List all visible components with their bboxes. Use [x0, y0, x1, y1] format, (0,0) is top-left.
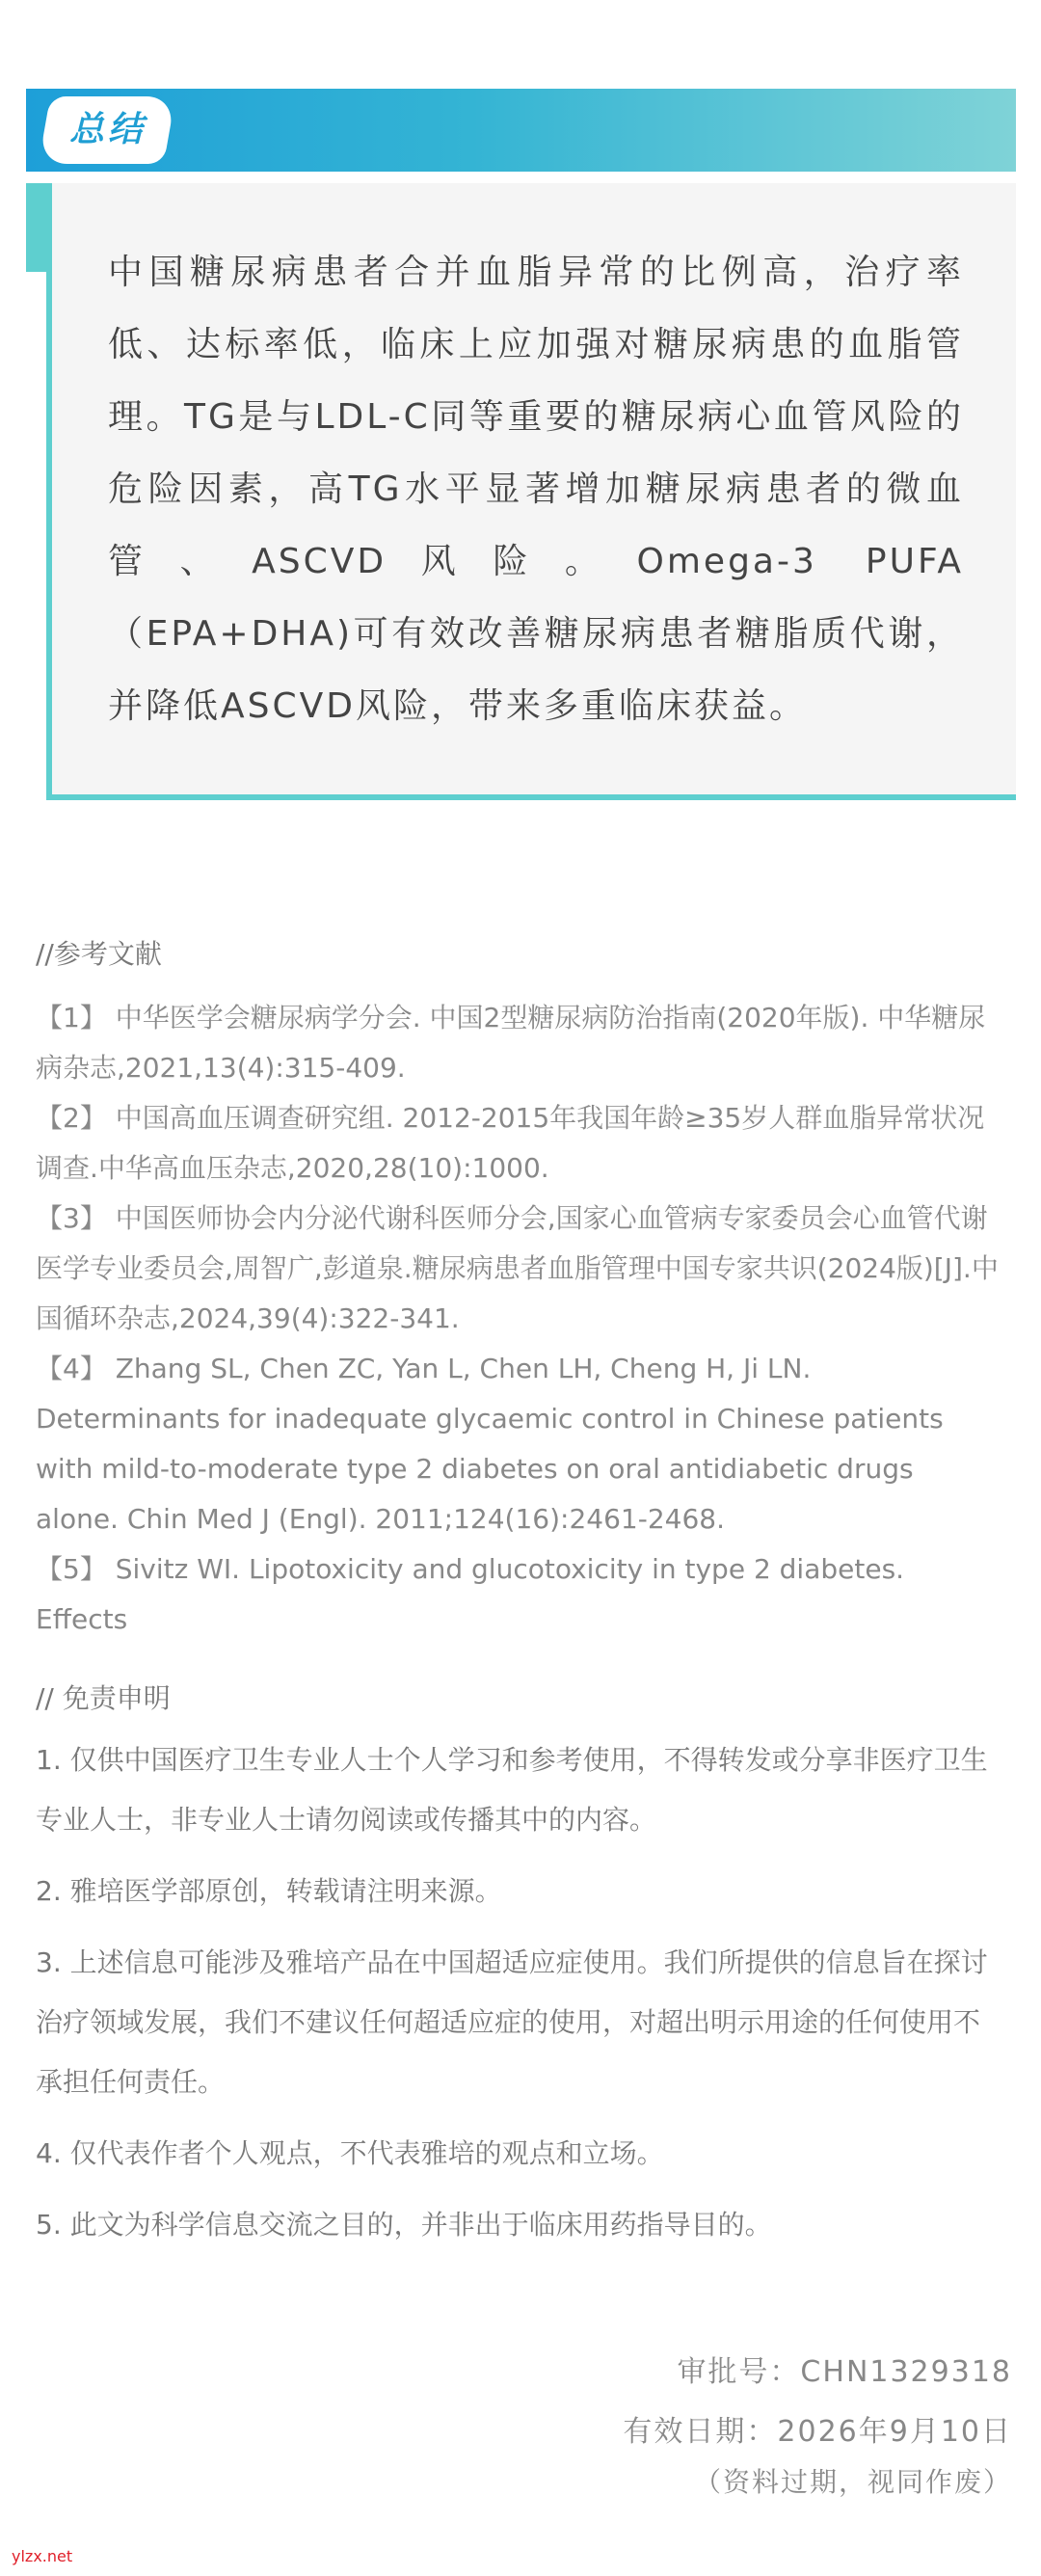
references-heading: //参考文献 [36, 938, 162, 970]
disclaimer-item: 1. 仅供中国医疗卫生专业人士个人学习和参考使用，不得转发或分享非医疗卫生专业人士，非专业人士请勿阅读或传播其中的内容。 [36, 1744, 988, 1836]
reference-item: 【2】 中国高血压调查研究组. 2012-2015年我国年龄≥35岁人群血脂异常状况调查.中华高血压杂志,2020,28(10):1000. [36, 1102, 985, 1184]
disclaimer-item: 4. 仅代表作者个人观点，不代表雅培的观点和立场。 [36, 2137, 664, 2169]
watermark: ylzx.net [12, 2547, 73, 2565]
disclaimer-item: 3. 上述信息可能涉及雅培产品在中国超适应症使用。我们所提供的信息旨在探讨治疗领域发展，我们不建议任何超适应症的使用，对超出明示用途的任何使用不承担任何责任。 [36, 1946, 988, 2098]
reference-item: 【1】 中华医学会糖尿病学分会. 中国2型糖尿病防治指南(2020年版). 中华糖尿病杂志,2021,13(4):315-409. [36, 1002, 986, 1084]
valid-date: 有效日期：2026年9月10日 [623, 2415, 1012, 2449]
summary-text: 中国糖尿病患者合并血脂异常的比例高，治疗率低、达标率低，临床上应加强对糖尿病患的血脂管理。TG是与LDL-C同等重要的糖尿病心血管风险的危险因素，高TG水平显著增加糖尿病患者的微血管、ASCVD风险。Omega-3 PUFA（EPA+DHA)可有效改善糖尿病患者糖脂质代谢，并降低ASCVD风险，带来多重临床获益。 [108, 253, 964, 726]
summary-title: 总结 [68, 110, 147, 149]
references-list [36, 993, 1000, 1645]
reference-item: 【4】 Zhang SL, Chen ZC, Yan L, Chen LH, Cheng H, Ji LN. Determinants for inadequate glycaemic control in Chinese patients with mild-to-moderate type 2 diabetes on oral antidiabetic drugs alone. Chin Med J (Engl). 2011;124(16):2461-2468. [36, 1353, 944, 1535]
summary-banner [26, 89, 1016, 172]
disclaimer-item: 2. 雅培医学部原创，转载请注明来源。 [36, 1875, 502, 1907]
reference-item: 【5】 Sivitz WI. Lipotoxicity and glucotoxicity in type 2 diabetes. Effects [36, 1553, 905, 1635]
disclaimer-list [36, 1731, 1000, 2267]
expiry-note: （资料过期，视同作废） [693, 2466, 1012, 2498]
approval-number: 审批号：CHN1329318 [677, 2355, 1012, 2389]
reference-item: 【3】 中国医师协会内分泌代谢科医师分会,国家心血管病专家委员会心血管代谢医学专业委员会,周智广,彭道泉.糖尿病患者血脂管理中国专家共识(2024版)[J].中国循环杂志,2024,39(4):322-341. [36, 1202, 999, 1334]
summary-box-accent [26, 183, 46, 272]
disclaimer-heading: // 免责申明 [36, 1682, 171, 1714]
disclaimer-item: 5. 此文为科学信息交流之目的，并非出于临床用药指导目的。 [36, 2209, 772, 2241]
